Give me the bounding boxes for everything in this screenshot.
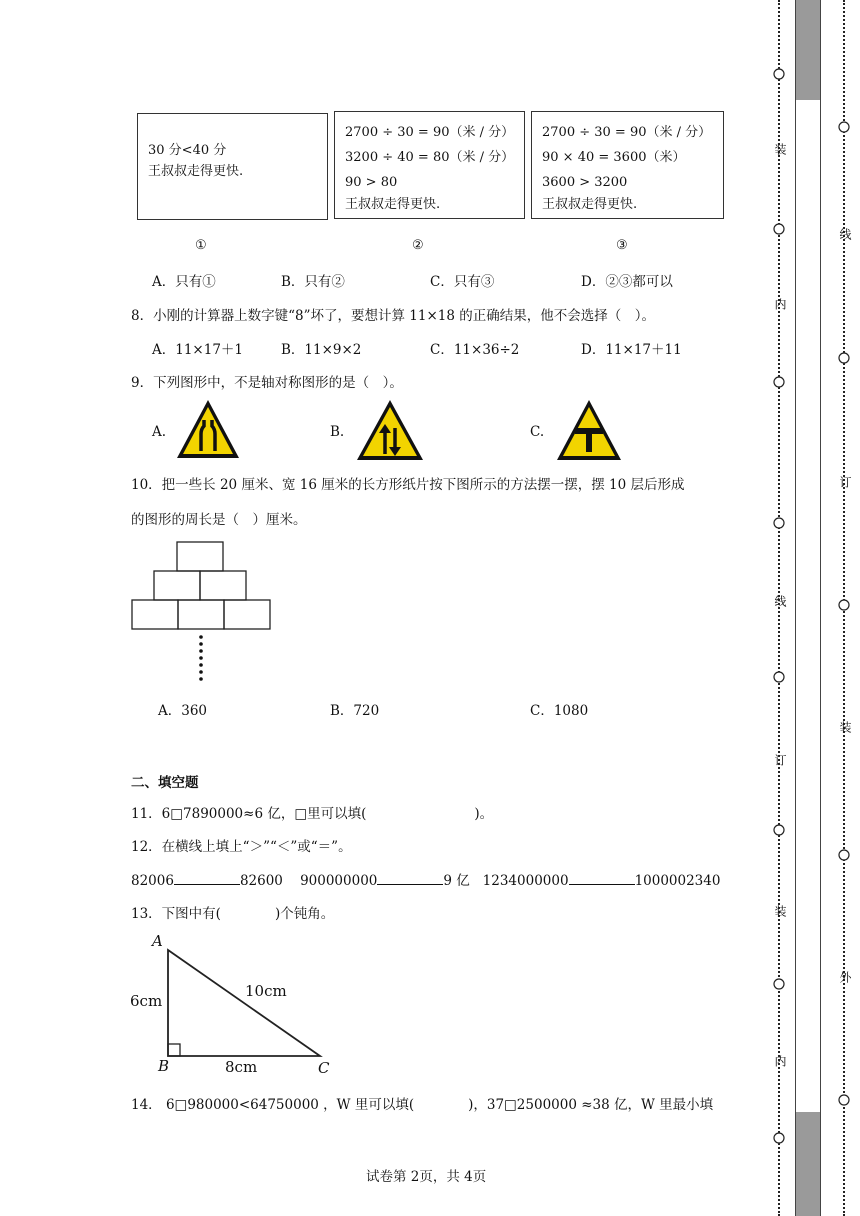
q12-item: 82600 bbox=[239, 873, 283, 889]
q8-option-b[interactable]: B．11×9×2 bbox=[281, 342, 362, 358]
box2-line: 90 > 80 bbox=[345, 175, 398, 190]
box2-line: 3200 ÷ 40 = 80（米 / 分） bbox=[345, 150, 515, 165]
side-label-hypotenuse: 10cm bbox=[245, 982, 287, 1000]
q10-option-c[interactable]: C．1080 bbox=[530, 703, 589, 719]
box2-line: 王叔叔走得更快. bbox=[345, 197, 441, 212]
q14-text: 14． 6□980000<64750000 ，W 里可以填( )，37□2500000 ≈38 亿，W 里最小填 bbox=[131, 1097, 714, 1113]
outer-binding-circles bbox=[836, 0, 852, 1216]
box3-line: 3600 > 3200 bbox=[542, 175, 628, 190]
vertex-label-b: B bbox=[158, 1057, 170, 1075]
road-narrows-sign-icon bbox=[175, 398, 241, 460]
binding-char: 订 bbox=[773, 754, 787, 766]
box1-line: 王叔叔走得更快. bbox=[148, 164, 244, 179]
stacked-rectangles-figure bbox=[130, 540, 272, 685]
q9-option-a[interactable]: A. bbox=[152, 424, 167, 440]
outer-binding-char: 装 bbox=[838, 721, 852, 733]
binding-circles bbox=[771, 0, 787, 1216]
q8-option-a[interactable]: A．11×17＋1 bbox=[152, 342, 244, 358]
q10-text-line2: 的图形的周长是（ ）厘米。 bbox=[131, 512, 307, 528]
page-footer: 试卷第 2页，共 4页 bbox=[366, 1169, 487, 1185]
box1-line: 30 分<40 分 bbox=[148, 143, 227, 158]
binding-margin bbox=[760, 0, 860, 1216]
q7-option-a[interactable]: A．只有① bbox=[152, 274, 216, 290]
q10-option-b[interactable]: B．720 bbox=[330, 703, 380, 719]
q7-option-b[interactable]: B．只有② bbox=[281, 274, 345, 290]
binding-char: 装 bbox=[773, 905, 787, 917]
q12-item: 82006 bbox=[131, 873, 174, 889]
box3-line: 2700 ÷ 30 = 90（米 / 分） bbox=[542, 125, 712, 140]
box-marker-1: ① bbox=[195, 238, 207, 253]
q12-item: 1234000000 bbox=[482, 873, 569, 889]
answer-blank[interactable] bbox=[377, 872, 443, 885]
t-junction-sign-icon bbox=[555, 398, 623, 462]
q9-option-c[interactable]: C. bbox=[530, 424, 545, 440]
section-title: 二、填空题 bbox=[131, 775, 199, 791]
binding-column bbox=[795, 0, 821, 1216]
q10-text-line1: 10．把一些长 20 厘米、宽 16 厘米的长方形纸片按下图所示的方法摆一摆，摆 10 层后形成 bbox=[131, 477, 685, 493]
side-label-bottom: 8cm bbox=[225, 1058, 258, 1076]
box3-line: 90 × 40 = 3600（米） bbox=[542, 150, 686, 165]
box-marker-3: ③ bbox=[616, 238, 628, 253]
side-label-left: 6cm bbox=[130, 992, 163, 1010]
q7-option-box-2 bbox=[334, 111, 525, 219]
box-marker-2: ② bbox=[412, 238, 424, 253]
q12-items bbox=[131, 869, 720, 889]
q8-option-d[interactable]: D．11×17＋11 bbox=[581, 342, 682, 358]
q7-option-d[interactable]: D．②③都可以 bbox=[581, 274, 673, 290]
q13-text: 13．下图中有( )个钝角。 bbox=[131, 906, 335, 922]
outer-binding-char: 外 bbox=[838, 971, 852, 983]
q9-text: 9．下列图形中，不是轴对称图形的是（ ）。 bbox=[131, 375, 403, 391]
q7-option-box-1 bbox=[137, 113, 328, 220]
q11-text: 11．6□7890000≈6 亿，□里可以填( )。 bbox=[131, 806, 494, 822]
binding-char: 装 bbox=[773, 143, 787, 155]
answer-blank[interactable] bbox=[569, 872, 635, 885]
q12-item: 9 亿 bbox=[443, 873, 470, 889]
q12-text: 12．在横线上填上“＞”“＜”或“＝”。 bbox=[131, 839, 352, 855]
box3-line: 王叔叔走得更快. bbox=[542, 197, 638, 212]
q8-option-c[interactable]: C．11×36÷2 bbox=[430, 342, 520, 358]
binding-char: 内 bbox=[773, 1055, 787, 1067]
q7-option-c[interactable]: C．只有③ bbox=[430, 274, 495, 290]
q9-option-b[interactable]: B. bbox=[330, 424, 345, 440]
q12-item: 1000002340 bbox=[634, 873, 721, 889]
vertex-label-a: A bbox=[152, 932, 163, 950]
q10-option-a[interactable]: A．360 bbox=[158, 703, 208, 719]
q8-text: 8．小刚的计算器上数字键“8”坏了，要想计算 11×18 的正确结果，他不会选择（ ）。 bbox=[131, 308, 655, 324]
vertex-label-c: C bbox=[318, 1059, 330, 1077]
outer-binding-char: 订 bbox=[838, 476, 852, 488]
binding-char: 线 bbox=[773, 595, 787, 607]
outer-binding-char: 线 bbox=[838, 228, 852, 240]
box2-line: 2700 ÷ 30 = 90（米 / 分） bbox=[345, 125, 515, 140]
q12-item: 900000000 bbox=[300, 873, 378, 889]
binding-char: 内 bbox=[773, 298, 787, 310]
answer-blank[interactable] bbox=[174, 872, 240, 885]
q7-option-box-3 bbox=[531, 111, 724, 219]
two-way-traffic-sign-icon bbox=[355, 398, 425, 462]
